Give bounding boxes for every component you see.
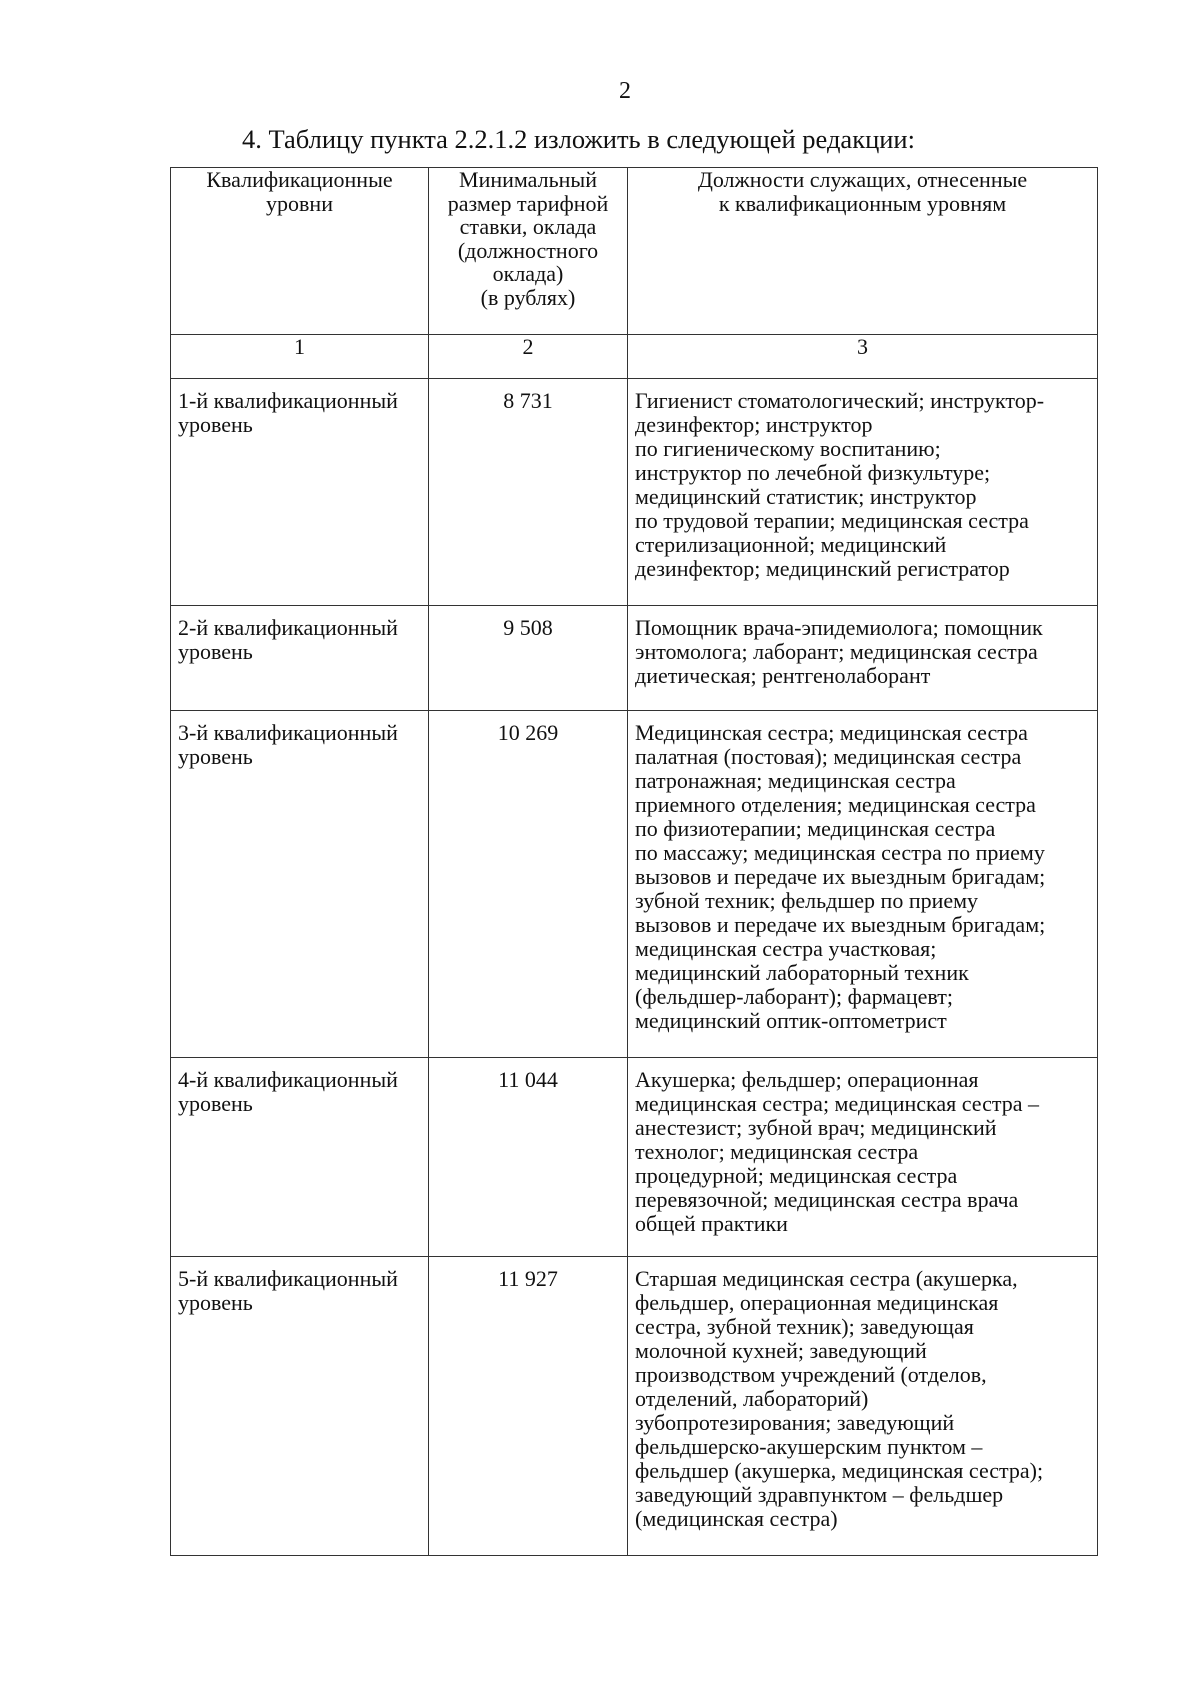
text-line: медицинский статистик; инструктор <box>635 484 977 509</box>
text-line: сестра, зубной техник); заведующая <box>635 1314 974 1339</box>
text-line: по физиотерапии; медицинская сестра <box>635 816 996 841</box>
text-line: дезинфектор; инструктор <box>635 412 873 437</box>
positions-list <box>635 616 1091 688</box>
header-positions-text <box>628 168 1097 216</box>
text-line: производством учреждений (отделов, <box>635 1362 987 1387</box>
text-line: зубной техник; фельдшер по приему <box>635 888 979 913</box>
text-line: по массажу; медицинская сестра по приему <box>635 840 1045 865</box>
text-line: уровень <box>178 1091 253 1116</box>
text-line: уровень <box>178 639 253 664</box>
text-line: фельдшер (акушерка, медицинская сестра); <box>635 1458 1044 1483</box>
table-header-row <box>171 168 1098 335</box>
text-line: (фельдшер-лаборант); фармацевт; <box>635 984 953 1009</box>
column-number: 1 <box>171 335 429 379</box>
text-line: (медицинская сестра) <box>635 1506 838 1531</box>
positions-list <box>635 389 1091 581</box>
table-row <box>171 1257 1098 1556</box>
text-line: палатная (постовая); медицинская сестра <box>635 744 1022 769</box>
text-line: ставки, оклада <box>459 214 597 239</box>
header-positions <box>628 168 1098 335</box>
table-row <box>171 379 1098 606</box>
text-line: Гигиенист стоматологический; инструктор- <box>635 388 1045 413</box>
text-line: фельдшерско-акушерским пунктом – <box>635 1434 983 1459</box>
text-line: медицинская сестра; медицинская сестра – <box>635 1091 1040 1116</box>
text-line: 1-й квалификационный <box>178 388 398 413</box>
level-name <box>178 1267 422 1315</box>
text-line: приемного отделения; медицинская сестра <box>635 792 1036 817</box>
text-line: Минимальный <box>459 167 597 192</box>
table-row <box>171 606 1098 711</box>
text-line: Акушерка; фельдшер; операционная <box>635 1067 979 1092</box>
text-line: анестезист; зубной врач; медицинский <box>635 1115 997 1140</box>
text-line: молочной кухней; заведующий <box>635 1338 927 1363</box>
header-levels <box>171 168 429 335</box>
text-line: фельдшер, операционная медицинская <box>635 1290 999 1315</box>
text-line: уровень <box>178 744 253 769</box>
text-line: технолог; медицинская сестра <box>635 1139 919 1164</box>
salary-value: 11 927 <box>429 1257 628 1556</box>
header-levels-text <box>171 168 428 216</box>
text-line: дезинфектор; медицинский регистратор <box>635 556 1010 581</box>
positions-list <box>635 721 1091 1033</box>
text-line: энтомолога; лаборант; медицинская сестра <box>635 639 1038 664</box>
text-line: диетическая; рентгенолаборант <box>635 663 931 688</box>
header-salary <box>429 168 628 335</box>
text-line: перевязочной; медицинская сестра врача <box>635 1187 1019 1212</box>
text-line: медицинский оптик-оптометрист <box>635 1008 947 1033</box>
text-line: (должностного <box>457 237 599 263</box>
column-number-row <box>171 335 1098 379</box>
level-name <box>178 389 422 437</box>
text-line: 2-й квалификационный <box>178 615 398 640</box>
text-line: вызовов и передаче их выездным бригадам; <box>635 864 1046 889</box>
text-line: 5-й квалификационный <box>178 1266 398 1291</box>
text-line: зубопротезирования; заведующий <box>635 1410 955 1435</box>
text-line: по трудовой терапии; медицинская сестра <box>635 508 1029 533</box>
text-line: Помощник врача-эпидемиолога; помощник <box>635 615 1043 640</box>
text-line: (в рублях) <box>480 284 576 310</box>
table-row <box>171 711 1098 1058</box>
level-name <box>178 616 422 664</box>
salary-value: 10 269 <box>429 711 628 1058</box>
level-name <box>178 721 422 769</box>
text-line: Квалификационные <box>206 167 393 192</box>
header-salary-text <box>429 168 627 309</box>
positions-list <box>635 1068 1091 1236</box>
text-line: уровень <box>178 412 253 437</box>
text-line: 4-й квалификационный <box>178 1067 398 1092</box>
salary-value: 11 044 <box>429 1058 628 1257</box>
text-line: вызовов и передаче их выездным бригадам; <box>635 912 1046 937</box>
text-line: по гигиеническому воспитанию; <box>635 436 941 461</box>
text-line: размер тарифной <box>447 190 609 216</box>
text-line: общей практики <box>635 1211 788 1236</box>
text-line: медицинская сестра участковая; <box>635 936 937 961</box>
text-line: процедурной; медицинская сестра <box>635 1163 958 1188</box>
text-line: Должности служащих, отнесенные <box>697 167 1028 192</box>
positions-list <box>635 1267 1091 1531</box>
text-line: оклада) <box>492 261 564 286</box>
qualification-table <box>170 167 1098 1556</box>
text-line: Медицинская сестра; медицинская сестра <box>635 720 1028 745</box>
text-line: инструктор по лечебной физкультуре; <box>635 460 991 485</box>
section-heading: 4. Таблицу пункта 2.2.1.2 изложить в следующей редакции: <box>242 124 915 154</box>
text-line: патронажная; медицинская сестра <box>635 768 956 793</box>
text-line: к квалификационным уровням <box>718 191 1007 216</box>
page-number: 2 <box>619 78 631 104</box>
column-number: 3 <box>628 335 1098 379</box>
level-name <box>178 1068 422 1116</box>
salary-value: 8 731 <box>429 379 628 606</box>
salary-value: 9 508 <box>429 606 628 711</box>
column-number: 2 <box>429 335 628 379</box>
text-line: медицинский лабораторный техник <box>635 960 969 985</box>
text-line: отделений, лабораторий) <box>635 1386 869 1411</box>
text-line: заведующий здравпунктом – фельдшер <box>635 1482 1004 1507</box>
text-line: уровни <box>266 191 333 216</box>
table-row <box>171 1058 1098 1257</box>
text-line: 3-й квалификационный <box>178 720 398 745</box>
text-line: стерилизационной; медицинский <box>635 532 947 557</box>
text-line: Старшая медицинская сестра (акушерка, <box>635 1266 1018 1291</box>
text-line: уровень <box>178 1290 253 1315</box>
